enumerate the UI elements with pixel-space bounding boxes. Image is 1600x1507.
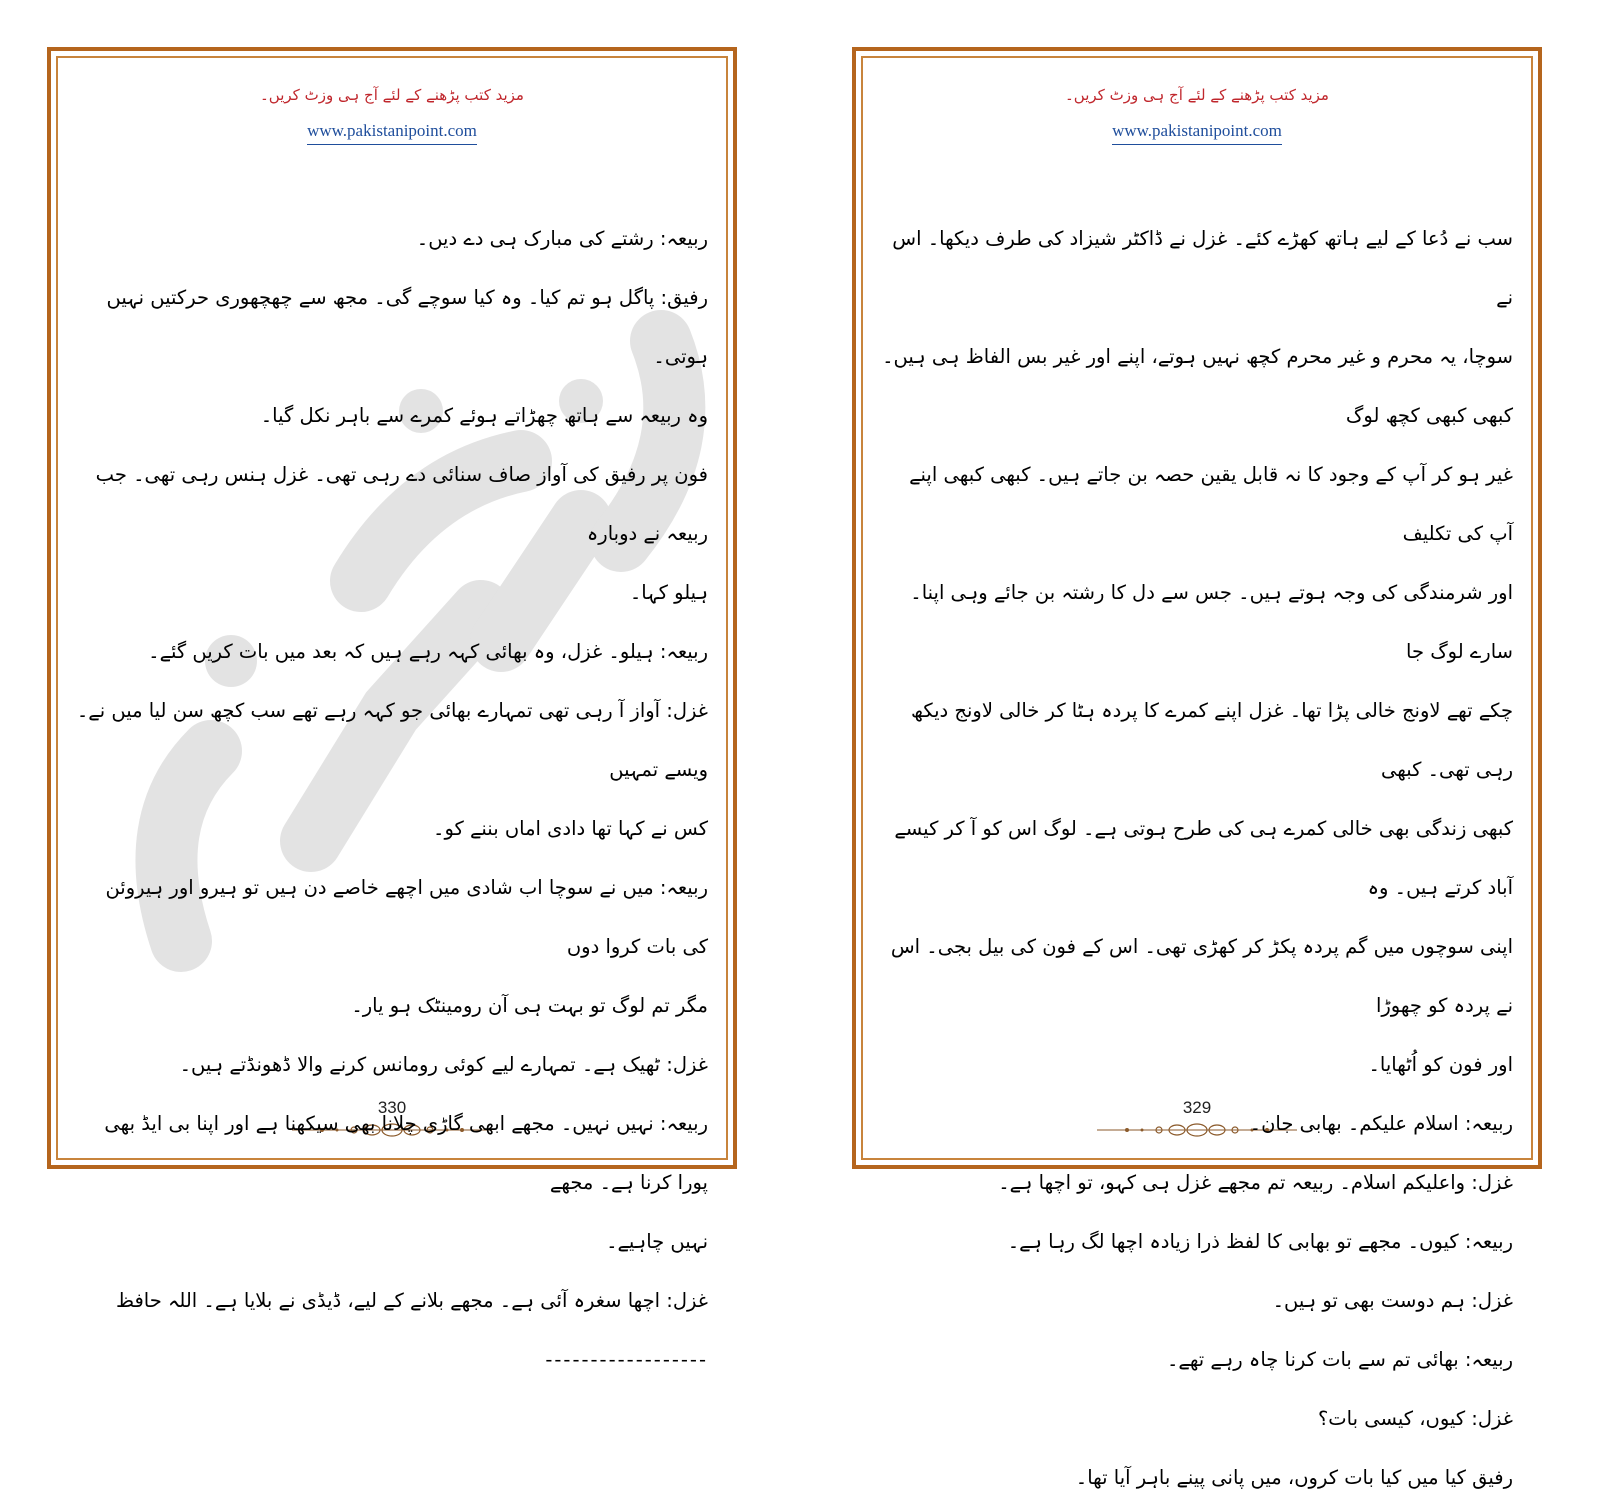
text-line: ربیعہ: نہیں نہیں۔ مجھے ابھی گاڑی چلانا بھی سیکھنا ہے اور اپنا بی ایڈ بھی پورا کرنا ہے۔ مجھے xyxy=(104,1112,708,1194)
text-line: مگر تم لوگ تو بہت ہی آن رومینٹک ہو یار۔ xyxy=(351,994,708,1017)
text-line: اور فون کو اُٹھایا۔ xyxy=(1368,1053,1513,1076)
text-line: فون پر رفیق کی آواز صاف سنائی دے رہی تھی۔ غزل ہنس رہی تھی۔ جب ربیعہ نے دوبارہ xyxy=(95,463,708,545)
text-line: غزل: آواز آ رہی تھی تمہارے بھائی جو کہہ رہے تھے سب کچھ سن لیا میں نے۔ ویسے تمہیں xyxy=(76,699,708,781)
site-url-link[interactable]: www.pakistanipoint.com xyxy=(856,121,1538,145)
page-body xyxy=(881,209,1513,1507)
right-page xyxy=(852,47,1542,1489)
section-divider: ------------------ xyxy=(545,1348,708,1371)
text-line: غزل: واعلیکم اسلام۔ ربیعہ تم مجھے غزل ہی کہو، تو اچھا ہے۔ xyxy=(998,1171,1513,1194)
text-line: وہ ربیعہ سے ہاتھ چھڑاتے ہوئے کمرے سے باہر نکل گیا۔ xyxy=(260,404,708,427)
text-line: اپنی سوچوں میں گم پردہ پکڑ کر کھڑی تھی۔ اس کے فون کی بیل بجی۔ اس نے پردہ کو چھوڑا xyxy=(890,935,1513,1017)
text-line: سب نے دُعا کے لیے ہاتھ کھڑے کئے۔ غزل نے ڈاکٹر شیزاد کی طرف دیکھا۔ اس نے xyxy=(892,227,1513,309)
text-line: چکے تھے لاونج خالی پڑا تھا۔ غزل اپنے کمرے کا پردہ ہٹا کر خالی لاونج دیکھ رہی تھی۔ کبھی xyxy=(911,699,1513,781)
text-line: غزل: اچھا سغرہ آئی ہے۔ مجھے بلانے کے لیے، ڈیڈی نے بلایا ہے۔ اللہ حافظ xyxy=(115,1289,708,1312)
text-line: ربیعہ: ہیلو۔ غزل، وہ بھائی کہہ رہے ہیں کہ بعد میں بات کریں گئے۔ xyxy=(148,640,708,663)
text-line: غیر ہو کر آپ کے وجود کا نہ قابل یقین حصہ بن جاتے ہیں۔ کبھی کبھی اپنے آپ کی تکلیف xyxy=(909,463,1513,545)
text-line: غزل: کیوں، کیسی بات؟ xyxy=(1317,1407,1513,1430)
text-line: نہیں چاہیے۔ xyxy=(606,1230,708,1253)
text-line: رفیق: پاگل ہو تم کیا۔ وہ کیا سوچے گی۔ مجھ سے چھچھوری حرکتیں نہیں ہوتی۔ xyxy=(106,286,708,368)
text-line: رفیق کیا میں کیا بات کروں، میں پانی پینے باہر آیا تھا۔ xyxy=(1075,1466,1513,1489)
text-line: ربیعہ: کیوں۔ مجھے تو بھابی کا لفظ ذرا زیادہ اچھا لگ رہا ہے۔ xyxy=(1007,1230,1513,1253)
text-line: سوچا، یہ محرم و غیر محرم کچھ نہیں ہوتے، اپنے اور غیر بس الفاظ ہی ہیں۔ کبھی کبھی کچھ لوگ xyxy=(882,345,1513,427)
text-line: کس نے کہا تھا دادی اماں بننے کو۔ xyxy=(433,817,708,840)
promo-text: مزید کتب پڑھنے کے لئے آج ہی وزٹ کریں۔ xyxy=(1065,86,1329,104)
site-url-link[interactable]: www.pakistanipoint.com xyxy=(51,121,733,145)
text-line: اور شرمندگی کی وجہ ہوتے ہیں۔ جس سے دل کا رشتہ بن جائے وہی اپنا۔ سارے لوگ جا xyxy=(910,581,1513,663)
text-line: کبھی زندگی بھی خالی کمرے ہی کی طرح ہوتی ہے۔ لوگ اس کو آ کر کیسے آباد کرتے ہیں۔ وہ xyxy=(894,817,1513,899)
page-number: 329 xyxy=(1182,1098,1212,1117)
text-line: ہیلو کہا۔ xyxy=(629,581,708,604)
page-number: 330 xyxy=(377,1098,407,1117)
page-body xyxy=(76,209,708,1389)
promo-text: مزید کتب پڑھنے کے لئے آج ہی وزٹ کریں۔ xyxy=(260,86,524,104)
text-line: ربیعہ: بھائی تم سے بات کرنا چاہ رہے تھے۔ xyxy=(1166,1348,1513,1371)
text-line: ربیعہ: اسلام علیکم۔ بھابی جان۔ xyxy=(1249,1112,1513,1135)
left-page xyxy=(47,47,737,1371)
text-line: غزل: ہم دوست بھی تو ہیں۔ xyxy=(1272,1289,1513,1312)
text-line: غزل: ٹھیک ہے۔ تمہارے لیے کوئی رومانس کرنے والا ڈھونڈتے ہیں۔ xyxy=(179,1053,708,1076)
text-line: ربیعہ: میں نے سوچا اب شادی میں اچھے خاصے دن ہیں تو ہیرو اور ہیروئن کی بات کروا دوں xyxy=(105,876,708,958)
text-line: ربیعہ: رشتے کی مبارک ہی دے دیں۔ xyxy=(416,227,708,250)
